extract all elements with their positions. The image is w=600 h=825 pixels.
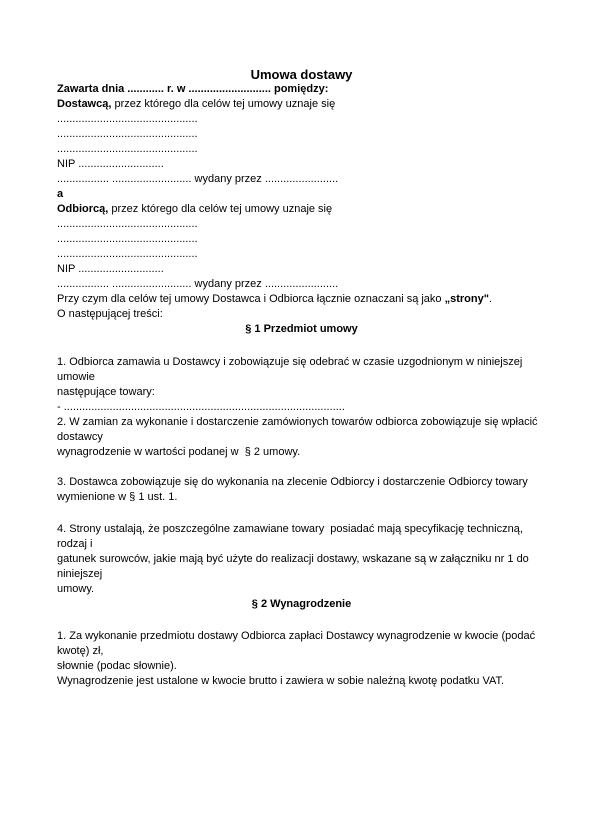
recipient-id-issued-line: ................. .......................... wydany przez ........................ (57, 278, 339, 290)
supplier-term: Dostawcą, (57, 98, 112, 110)
section-1-clauses-1-2 (57, 355, 546, 460)
parties-note-suffix: . (488, 293, 493, 305)
supplier-fill-line: .............................................. (57, 128, 198, 140)
clause-line: wynagrodzenie w wartości podanej w § 2 umowy. (57, 446, 301, 458)
clause-line: słownie (podac słownie). (57, 660, 177, 672)
recipient-fill-line: .............................................. (57, 248, 198, 260)
goods-fill-line: - ............................................................................................ (57, 401, 345, 413)
section-1-clause-4 (57, 522, 546, 597)
parties-note-term: „strony" (444, 293, 489, 305)
section-1-heading: § 1 Przedmiot umowy (245, 323, 358, 335)
vat-note-line: Wynagrodzenie jest ustalone w kwocie brutto i zawiera w sobie należną kwotę podatku VAT. (57, 675, 505, 687)
recipient-term: Odbiorcą, (57, 203, 109, 215)
recipient-clause: przez którego dla celów tej umowy uznaje się (108, 203, 333, 215)
clause-line: następujące towary: (57, 386, 155, 398)
clause-line: 2. W zamian za wykonanie i dostarczenie zamówionych towarów odbiorca zobowiązuje się wpłacić dostawcy (57, 416, 541, 443)
parties-note (57, 292, 546, 307)
recipient-block (57, 202, 546, 292)
supplier-fill-line: .............................................. (57, 113, 198, 125)
content-intro-line: O następującej treści: (57, 308, 163, 320)
clause-line: umowy. (57, 583, 95, 595)
section-2-heading: § 2 Wynagrodzenie (251, 598, 352, 610)
opening-line: Zawarta dnia ............ r. w ........................... pomiędzy: (57, 83, 329, 95)
section-2-clause-1 (57, 629, 546, 689)
supplier-fill-line: .............................................. (57, 143, 198, 155)
recipient-definition-line (57, 202, 546, 217)
between-parties-connector: a (57, 188, 64, 200)
supplier-id-issued-line: ................. .......................... wydany przez ........................ (57, 173, 339, 185)
document-title: Umowa dostawy (250, 67, 353, 82)
recipient-fill-line: .............................................. (57, 218, 198, 230)
supplier-clause: przez którego dla celów tej umowy uznaje się (111, 98, 336, 110)
clause-line: 1. Odbiorca zamawia u Dostawcy i zobowiązuje się odebrać w czasie uzgodnionym w niniejszej umowie (57, 356, 526, 383)
section-1-clause-3 (57, 475, 546, 505)
recipient-fill-line: .............................................. (57, 233, 198, 245)
clause-line: 3. Dostawca zobowiązuje się do wykonania na zlecenie Odbiorcy i dostarczenie Odbiorcy towary (57, 476, 528, 488)
clause-line: 4. Strony ustalają, że poszczególne zamawiane towary posiadać mają specyfikację techniczną, rodzaj i (57, 523, 526, 550)
supplier-block (57, 97, 546, 187)
supplier-definition-line (57, 97, 546, 112)
supplier-nip-line: NIP ............................ (57, 158, 164, 170)
parties-note-prefix: Przy czym dla celów tej umowy Dostawca i Odbiorca łącznie oznaczani są jako (57, 293, 445, 305)
clause-line: 1. Za wykonanie przedmiotu dostawy Odbiorca zapłaci Dostawcy wynagrodzenie w kwocie (podać kwotę) zł, (57, 630, 539, 657)
clause-line: wymienione w § 1 ust. 1. (57, 491, 178, 503)
recipient-nip-line: NIP ............................ (57, 263, 164, 275)
clause-line: gatunek surowców, jakie mają być użyte do realizacji dostawy, wskazane są w załączniku nr 1 do niniejszej (57, 553, 532, 580)
